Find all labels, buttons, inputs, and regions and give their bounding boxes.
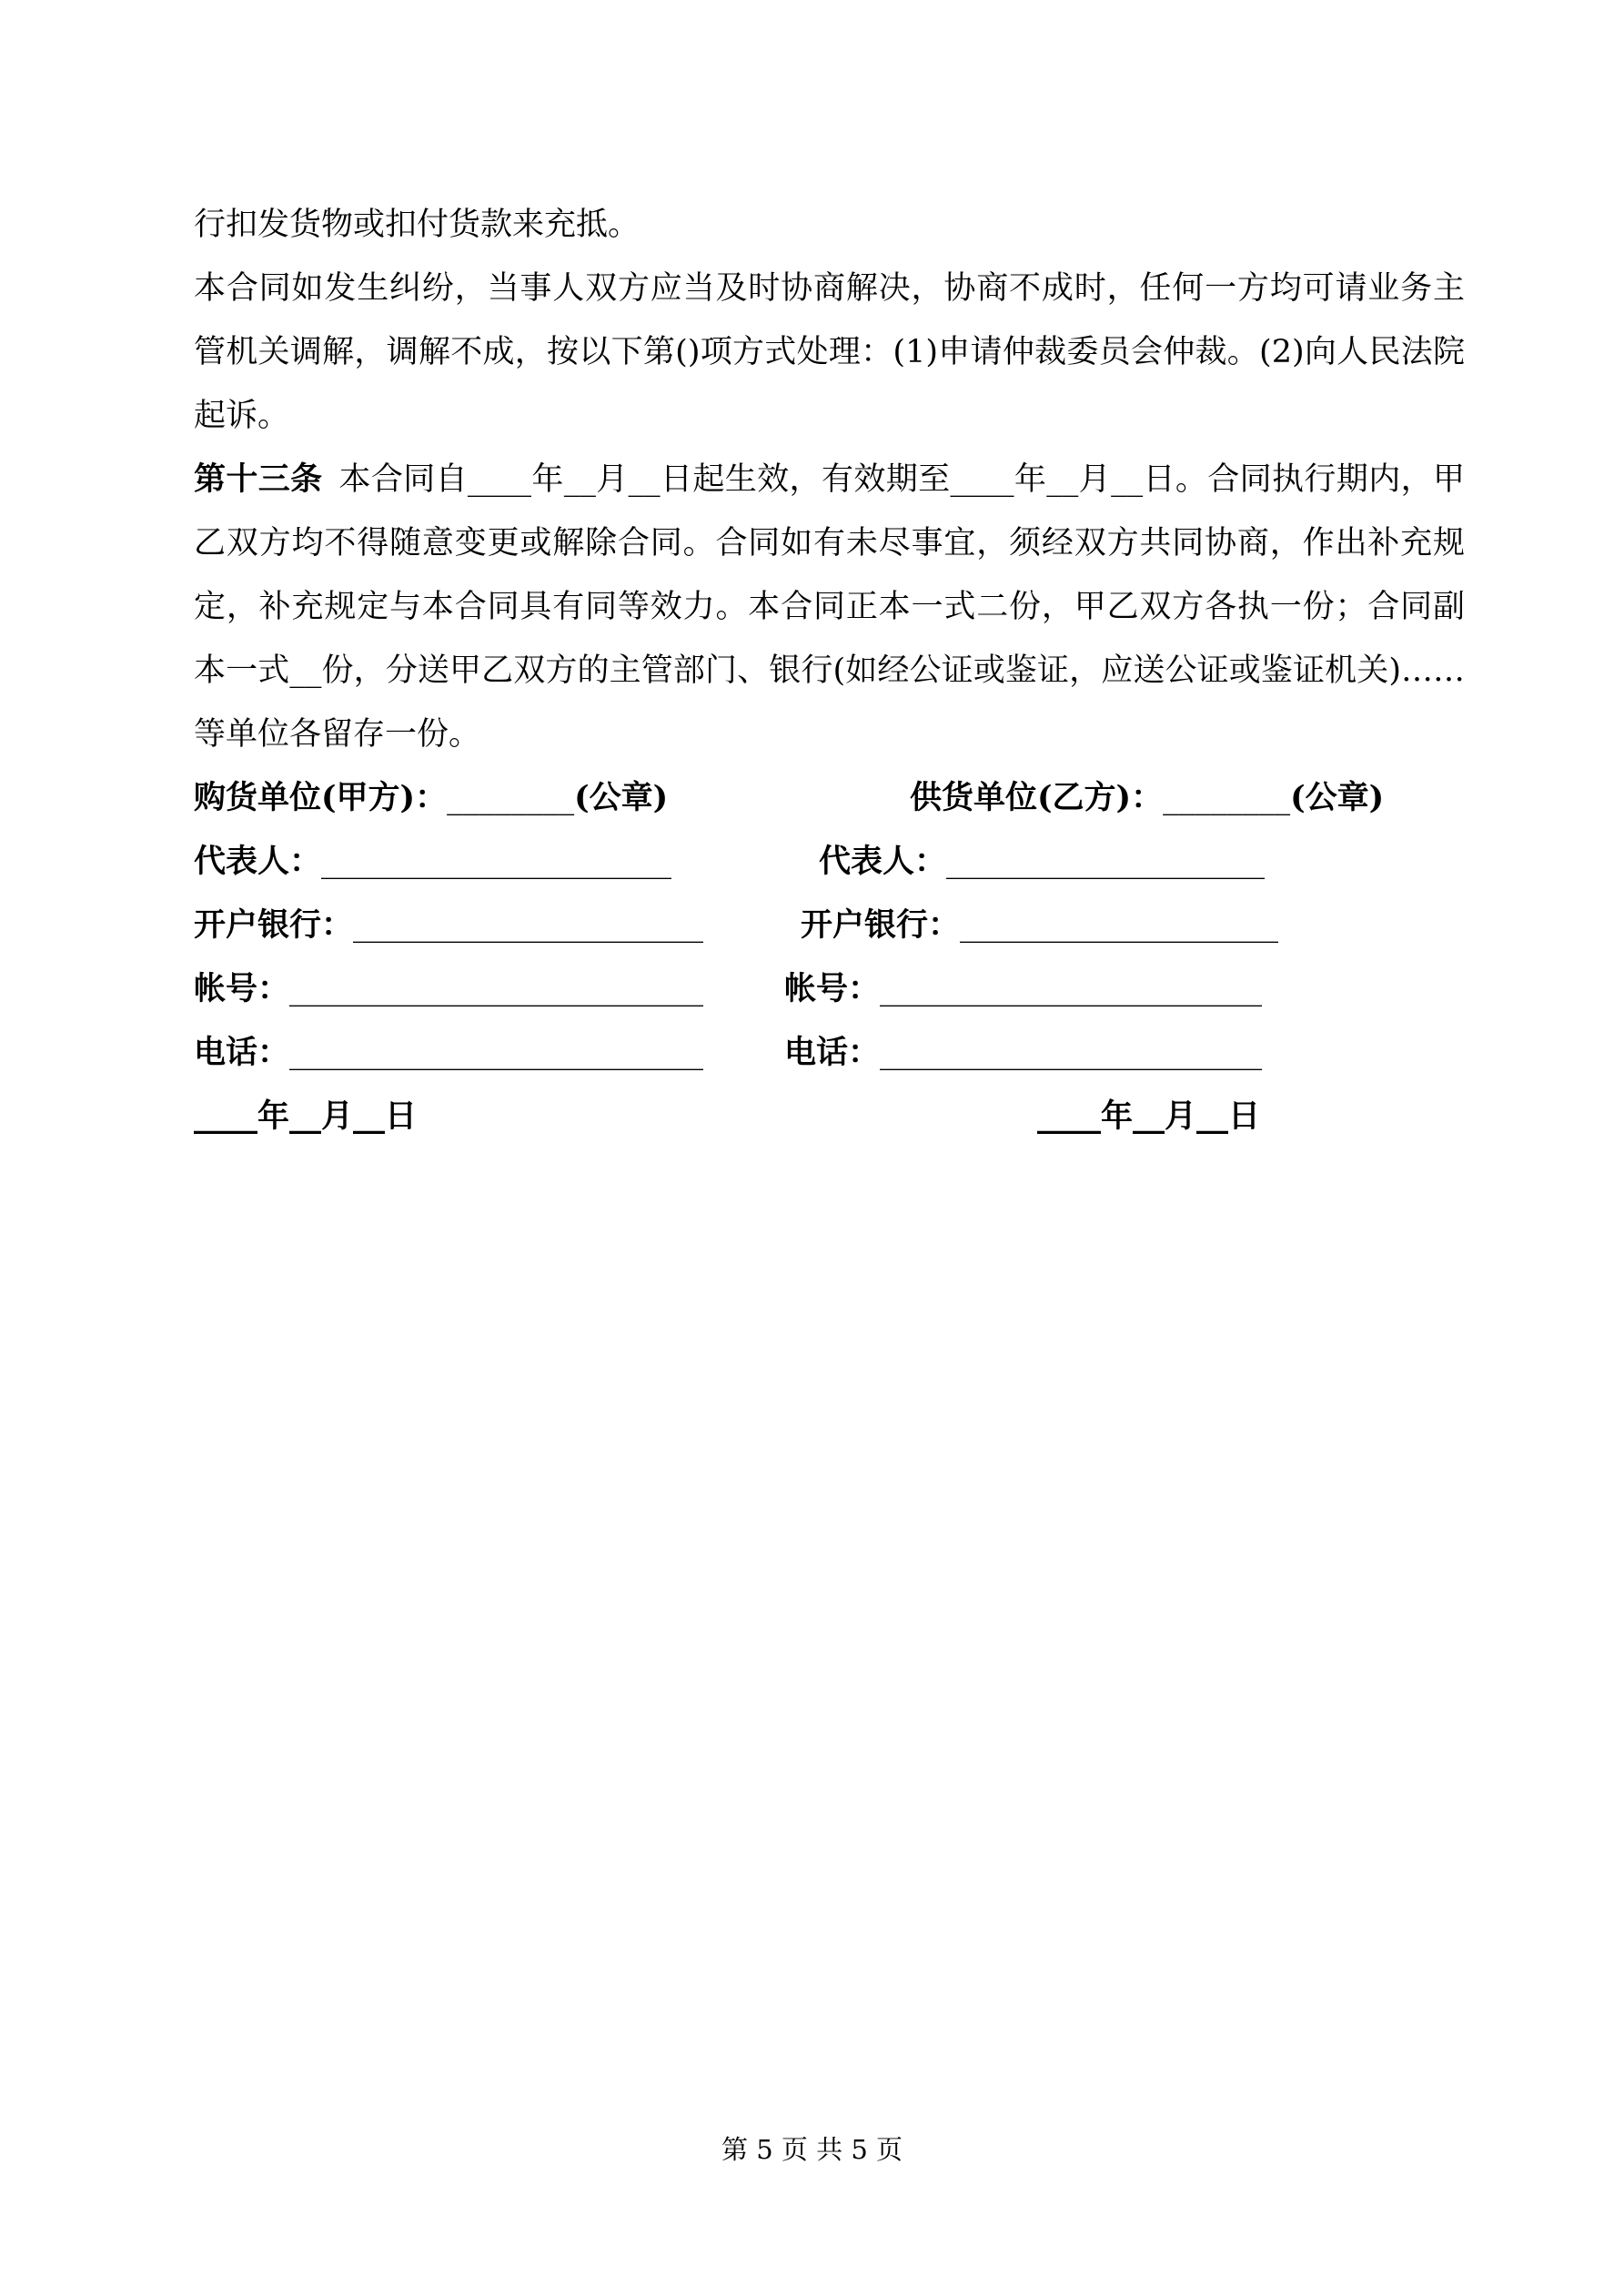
contract-body [194,193,1465,1148]
paragraph-dispute-resolution: 本合同如发生纠纷，当事人双方应当及时协商解决，协商不成时，任何一方均可请业务主管机关调解，调解不成，按以下第()项方式处理：(1)申请仲裁委员会仲裁。(2)向人民法院起诉。 [194,270,1465,434]
signature-row-date [194,1085,1465,1148]
buyer-phone-label: 电话： [194,1034,290,1071]
buyer-bank-field [194,894,703,957]
seller-bank-blank-line: ____________________ [960,907,1279,944]
seller-phone-blank-line: ________________________ [880,1035,1263,1071]
buyer-unit-field [194,766,668,830]
page-footer: 第 5 页 共 5 页 [721,2134,903,2165]
buyer-date-blank: ____年__月__日 [194,1097,418,1135]
clause-text: 本合同自____年__月__日起生效，有效期至____年__月__日。合同执行期内，甲乙双方均不得随意变更或解除合同。合同如有未尽事宜，须经双方共同协商，作出补充规定，补充规定与本合同具有同等效力。本合同正本一式二份，甲乙双方各执一份；合同副本一式__份，分送甲乙双方的主管部门、银行(如经公证或鉴证，应送公证或鉴证机关)……等单位各留存一份。 [194,461,1465,753]
seller-account-blank-line: ________________________ [880,971,1263,1007]
signature-row-representative [194,830,1465,894]
buyer-bank-label: 开户银行： [194,906,354,944]
buyer-unit-label: 购货单位(甲方)： [194,779,448,816]
paragraph-clause-13 [194,448,1465,766]
seller-unit-field [910,766,1384,830]
paragraph-continuation: 行扣发货物或扣付货款来充抵。 [194,207,641,243]
seller-account-field [784,957,1262,1021]
seller-seal-label: (公章) [1290,779,1385,816]
buyer-bank-blank-line: ______________________ [353,907,704,944]
seller-bank-label: 开户银行： [801,906,961,944]
seller-phone-label: 电话： [784,1034,881,1071]
seller-representative-label: 代表人： [819,843,947,880]
signature-row-unit [194,766,1465,830]
seller-account-label: 帐号： [784,970,881,1007]
clause-number: 第十三条 [194,460,323,498]
buyer-representative-field [194,830,671,894]
buyer-account-field [194,957,703,1021]
buyer-account-blank-line: __________________________ [289,971,704,1007]
buyer-account-label: 帐号： [194,970,290,1007]
signature-row-account [194,957,1465,1021]
seller-unit-blank-line: ________ [1163,780,1291,816]
buyer-seal-label: (公章) [574,779,669,816]
signature-row-phone [194,1021,1465,1085]
buyer-representative-label: 代表人： [194,843,322,880]
seller-phone-field [784,1021,1262,1085]
buyer-phone-blank-line: __________________________ [289,1035,704,1071]
buyer-representative-blank-line: ______________________ [321,844,672,880]
buyer-unit-blank-line: ________ [447,780,575,816]
seller-date-blank: ____年__月__日 [1037,1097,1261,1135]
buyer-phone-field [194,1021,703,1085]
seller-bank-field [801,894,1278,957]
signature-row-bank [194,894,1465,957]
seller-representative-blank-line: ____________________ [946,844,1266,880]
seller-unit-label: 供货单位(乙方)： [910,779,1164,816]
seller-representative-field [819,830,1265,894]
